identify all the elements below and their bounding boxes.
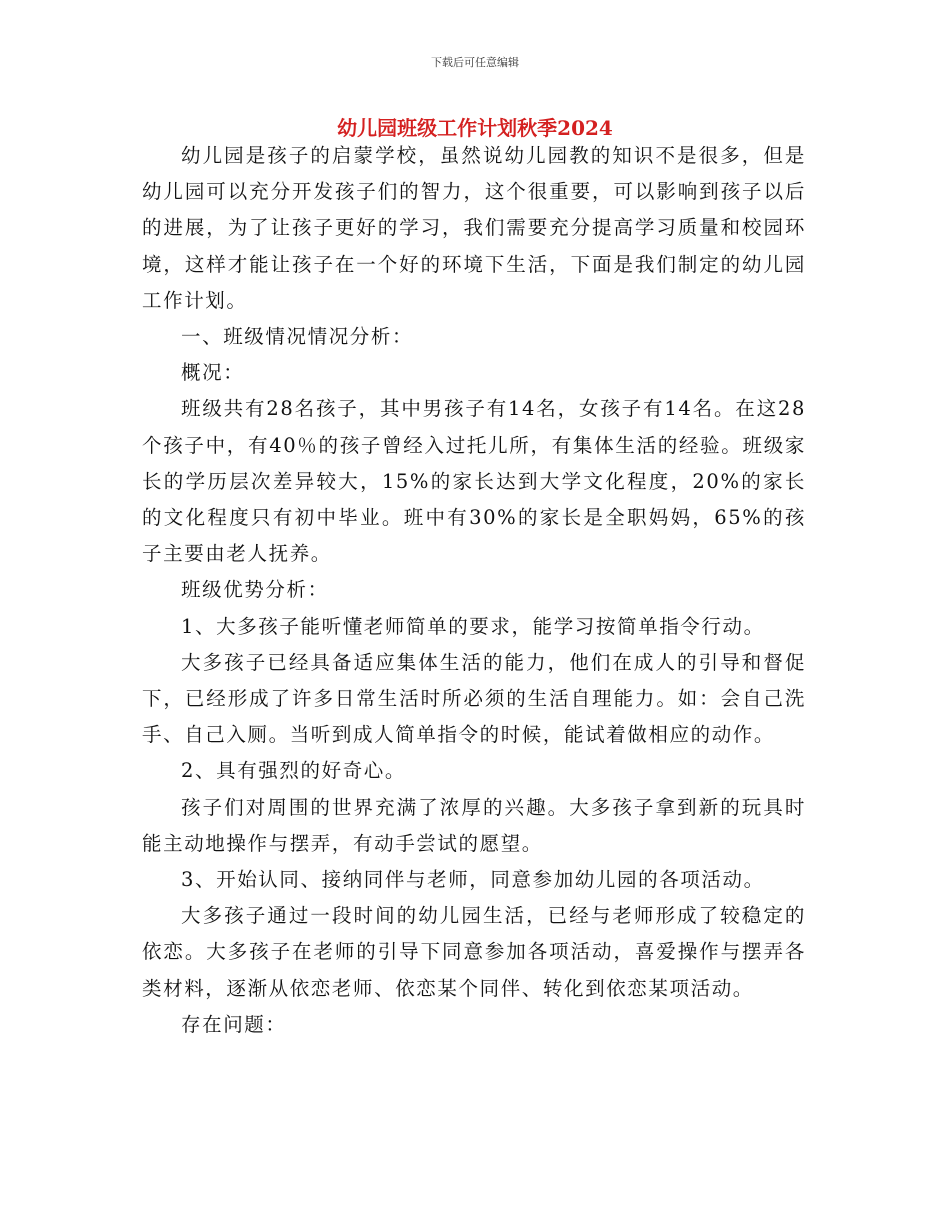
document-body (142, 138, 806, 1043)
advantage-item-1: 1、大多孩子能听懂老师简单的要求，能学习按简单指令行动。 (181, 614, 765, 638)
paragraph-overview: 班级共有28名孩子，其中男孩子有14名，女孩子有14名。在这28个孩子中，有40％的孩子曾经入过托儿所，有集体生活的经验。班级家长的学历层次差异较大，15%的家长达到大学文化程度，20%的家长的文化程度只有初中毕业。班中有30%的家长是全职妈妈，65%的孩子主要由老人抚养。 (142, 397, 806, 566)
section-heading-class-analysis: 一、班级情况情况分析： (181, 325, 414, 349)
paragraph-intro: 幼儿园是孩子的启蒙学校，虽然说幼儿园教的知识不是很多，但是幼儿园可以充分开发孩子们的智力，这个很重要，可以影响到孩子以后的进展，为了让孩子更好的学习，我们需要充分提高学习质量和校园环境，这样才能让孩子在一个好的环境下生活，下面是我们制定的幼儿园工作计划。 (142, 144, 806, 312)
header-note: 下载后可任意编辑 (431, 56, 519, 69)
paragraph-advantage-1: 大多孩子已经具备适应集体生活的能力，他们在成人的引导和督促下，已经形成了许多日常生活时所必须的生活自理能力。如：会自己洗手、自己入厕。当听到成人简单指令的时候，能试着做相应的动作。 (142, 650, 806, 747)
advantage-item-2: 2、具有强烈的好奇心。 (181, 759, 407, 783)
document-title: 幼儿园班级工作计划秋季2024 (337, 116, 613, 140)
paragraph-advantage-3: 大多孩子通过一段时间的幼儿园生活，已经与老师形成了较稳定的依恋。大多孩子在老师的引导下同意参加各项活动，喜爱操作与摆弄各类材料，逐渐从依恋老师、依恋某个同伴、转化到依恋某项活动。 (142, 904, 806, 1000)
subheading-advantages: 班级优势分析： (181, 578, 329, 602)
advantage-item-3: 3、开始认同、接纳同伴与老师，同意参加幼儿园的各项活动。 (181, 868, 765, 892)
subheading-overview: 概况： (181, 361, 245, 385)
paragraph-advantage-2: 孩子们对周围的世界充满了浓厚的兴趣。大多孩子拿到新的玩具时能主动地操作与摆弄，有动手尝试的愿望。 (142, 795, 806, 855)
subheading-problems: 存在问题： (181, 1012, 287, 1036)
